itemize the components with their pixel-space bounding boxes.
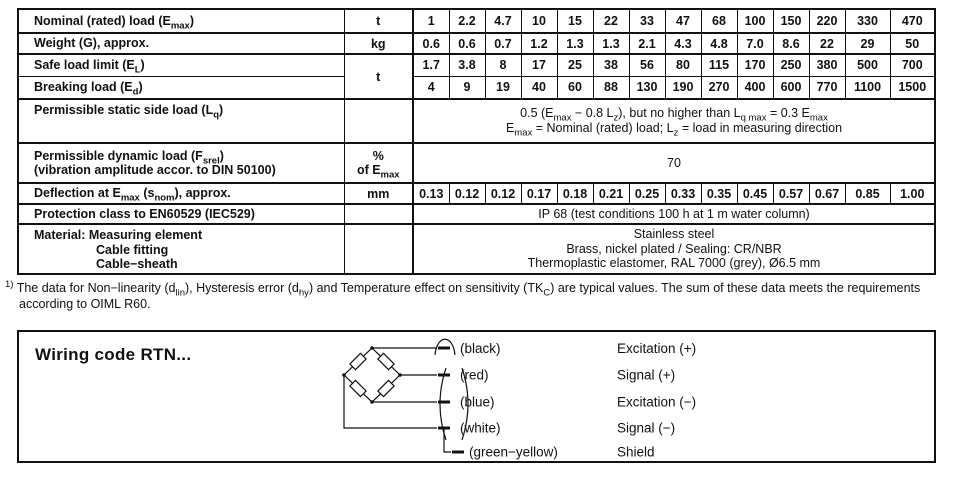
row-label bbox=[18, 224, 344, 274]
wire-color-label: (blue) bbox=[460, 394, 495, 410]
wheatstone-bridge-diagram bbox=[19, 332, 934, 461]
value-cell: 1.00 bbox=[890, 183, 935, 204]
value-cell: 29 bbox=[845, 33, 890, 54]
merged-value-cell bbox=[413, 204, 935, 224]
unit-cell: t bbox=[344, 9, 413, 33]
value-cell: 0.57 bbox=[773, 183, 809, 204]
table-row-breaking-load bbox=[18, 76, 935, 99]
strain-gauge-icon bbox=[378, 353, 394, 369]
value-cell: 56 bbox=[629, 54, 665, 76]
value-cell: 1500 bbox=[890, 76, 935, 99]
row-label-line: Permissible dynamic load $(F_{srel})$ bbox=[34, 148, 224, 166]
value-cell: 0.18 bbox=[557, 183, 593, 204]
value-cell: 2.2 bbox=[449, 9, 485, 33]
row-label: Permissible static side load $(L_q)$ bbox=[18, 99, 344, 143]
unit-line: % bbox=[372, 149, 384, 163]
wire-function-label: Signal (+) bbox=[617, 367, 676, 383]
merged-value-line: Stainless steel bbox=[633, 227, 715, 241]
value-cell: 19 bbox=[485, 76, 521, 99]
bridge-diamond bbox=[344, 348, 400, 402]
wire-function-label: Excitation (+) bbox=[617, 341, 697, 356]
wire-color-label: (green−yellow) bbox=[469, 444, 558, 460]
row-label: Protection class to EN60529 (IEC529) bbox=[18, 204, 344, 224]
row-label: Safe load limit $(E_L)$ bbox=[18, 54, 344, 76]
table-row-nominal-load bbox=[18, 9, 935, 33]
value-cell: 68 bbox=[701, 9, 737, 33]
bridge-node bbox=[370, 346, 374, 350]
value-cell: 0.13 bbox=[413, 183, 449, 204]
bridge-node bbox=[342, 373, 346, 377]
merged-value-line: 0.5 ($E_{max} - 0.8$ $L_z$), but no higher than $L_{q max} = 0.3$ $E_{max}$ bbox=[520, 106, 828, 124]
value-cell: 330 bbox=[845, 9, 890, 33]
wire-function-label: Excitation (−) bbox=[617, 394, 697, 410]
value-cell: 4.7 bbox=[485, 9, 521, 33]
value-cell: 4 bbox=[413, 76, 449, 99]
value-cell: 8 bbox=[485, 54, 521, 76]
value-cell: 0.25 bbox=[629, 183, 665, 204]
value-cell: 17 bbox=[521, 54, 557, 76]
bridge-node bbox=[370, 400, 374, 404]
table-row-deflection bbox=[18, 183, 935, 204]
row-label: Deflection at $E_{max}$ $(s_{nom})$, approx. bbox=[18, 183, 344, 204]
value-cell: 0.17 bbox=[521, 183, 557, 204]
unit-cell bbox=[344, 224, 413, 274]
bridge-node bbox=[398, 373, 402, 377]
unit-cell bbox=[344, 143, 413, 183]
value-cell: 33 bbox=[629, 9, 665, 33]
unit-cell bbox=[344, 204, 413, 224]
wire-color-label: (white) bbox=[460, 420, 501, 436]
value-cell: 0.35 bbox=[701, 183, 737, 204]
unit-cell: kg bbox=[344, 33, 413, 54]
value-cell: 1.3 bbox=[593, 33, 629, 54]
merged-value-line: IP 68 (test conditions 100 h at 1 m water column) bbox=[538, 206, 810, 221]
table-row-dynamic-load bbox=[18, 143, 935, 183]
value-cell: 400 bbox=[737, 76, 773, 99]
merged-value-cell bbox=[413, 143, 935, 183]
value-cell: 1 bbox=[413, 9, 449, 33]
table-row-static-side-load bbox=[18, 99, 935, 143]
table-row-safe-load-limit bbox=[18, 54, 935, 76]
row-label bbox=[18, 143, 344, 183]
value-cell: 0.12 bbox=[449, 183, 485, 204]
value-cell: 4.8 bbox=[701, 33, 737, 54]
row-label-line: Material: Measuring element bbox=[34, 228, 203, 242]
wiring-code-panel bbox=[17, 330, 936, 463]
wire-color-label: (red) bbox=[460, 367, 489, 383]
footnote-text: The data for Non−linearity $(d_{lin})$, Hysteresis error $(d_{hy})$ and Temperature effect on sensitivity $(TK_C)$ are typical values. The sum of these data meets the requirements according to OIML R60. bbox=[13, 281, 921, 311]
value-cell: 7.0 bbox=[737, 33, 773, 54]
value-cell: 8.6 bbox=[773, 33, 809, 54]
merged-value-line: $E_{max}$ = Nominal (rated) load; $L_z$ = load in measuring direction bbox=[505, 121, 843, 139]
value-cell: 190 bbox=[665, 76, 701, 99]
value-cell: 0.33 bbox=[665, 183, 701, 204]
value-cell: 220 bbox=[809, 9, 845, 33]
footnote-marker: 1) bbox=[5, 278, 14, 290]
value-cell: 1.2 bbox=[521, 33, 557, 54]
unit-cell bbox=[344, 99, 413, 143]
row-label: Breaking load $(E_d)$ bbox=[18, 76, 344, 99]
value-cell: 25 bbox=[557, 54, 593, 76]
value-cell: 0.85 bbox=[845, 183, 890, 204]
value-cell: 38 bbox=[593, 54, 629, 76]
value-cell: 100 bbox=[737, 9, 773, 33]
merged-value-cell bbox=[413, 224, 935, 274]
row-label-line: Cable−sheath bbox=[96, 257, 178, 271]
unit-cell: mm bbox=[344, 183, 413, 204]
row-label-line: Cable fitting bbox=[96, 242, 169, 257]
value-cell: 0.67 bbox=[809, 183, 845, 204]
value-cell: 0.45 bbox=[737, 183, 773, 204]
value-cell: 250 bbox=[773, 54, 809, 76]
wiring-title: Wiring code RTN... bbox=[35, 345, 192, 364]
value-cell: 1100 bbox=[845, 76, 890, 99]
value-cell: 0.6 bbox=[449, 33, 485, 54]
value-cell: 770 bbox=[809, 76, 845, 99]
value-cell: 2.1 bbox=[629, 33, 665, 54]
strain-gauge-icon bbox=[350, 380, 366, 396]
value-cell: 0.6 bbox=[413, 33, 449, 54]
unit-line: of $E_{max}$ bbox=[356, 163, 400, 181]
value-cell: 60 bbox=[557, 76, 593, 99]
value-cell: 270 bbox=[701, 76, 737, 99]
wire-function-label: Signal (−) bbox=[617, 420, 676, 436]
value-cell: 4.3 bbox=[665, 33, 701, 54]
merged-value-line: Thermoplastic elastomer, RAL 7000 (grey), Ø6.5 mm bbox=[527, 256, 821, 270]
value-cell: 1.7 bbox=[413, 54, 449, 76]
value-cell: 380 bbox=[809, 54, 845, 76]
value-cell: 22 bbox=[593, 9, 629, 33]
value-cell: 47 bbox=[665, 9, 701, 33]
value-cell: 150 bbox=[773, 9, 809, 33]
value-cell: 700 bbox=[890, 54, 935, 76]
value-cell: 0.7 bbox=[485, 33, 521, 54]
value-cell: 170 bbox=[737, 54, 773, 76]
wire-shield bbox=[444, 428, 451, 452]
value-cell: 600 bbox=[773, 76, 809, 99]
value-cell: 9 bbox=[449, 76, 485, 99]
value-cell: 500 bbox=[845, 54, 890, 76]
merged-value-cell bbox=[413, 99, 935, 143]
value-cell: 130 bbox=[629, 76, 665, 99]
table-row-material bbox=[18, 224, 935, 274]
unit-cell: t bbox=[344, 54, 413, 99]
table-row-weight bbox=[18, 33, 935, 54]
value-cell: 115 bbox=[701, 54, 737, 76]
merged-value-line: 70 bbox=[667, 155, 681, 170]
row-label: Weight (G), approx. bbox=[18, 33, 344, 54]
wire-function-label: Shield bbox=[617, 444, 655, 460]
footnote-1 bbox=[5, 278, 943, 312]
value-cell: 3.8 bbox=[449, 54, 485, 76]
value-cell: 40 bbox=[521, 76, 557, 99]
value-cell: 22 bbox=[809, 33, 845, 54]
value-cell: 0.21 bbox=[593, 183, 629, 204]
table-row-protection-class bbox=[18, 204, 935, 224]
value-cell: 50 bbox=[890, 33, 935, 54]
value-cell: 1.3 bbox=[557, 33, 593, 54]
merged-value-line: Brass, nickel plated / Sealing: CR/NBR bbox=[566, 241, 782, 256]
value-cell: 80 bbox=[665, 54, 701, 76]
value-cell: 0.12 bbox=[485, 183, 521, 204]
value-cell: 88 bbox=[593, 76, 629, 99]
strain-gauge-icon bbox=[378, 380, 394, 396]
value-cell: 15 bbox=[557, 9, 593, 33]
wire-color-label: (black) bbox=[460, 341, 501, 356]
strain-gauge-icon bbox=[350, 353, 366, 369]
row-label: Nominal (rated) load $(E_{max})$ bbox=[18, 9, 344, 33]
value-cell: 470 bbox=[890, 9, 935, 33]
value-cell: 10 bbox=[521, 9, 557, 33]
spec-table bbox=[17, 8, 936, 275]
row-label-line: (vibration amplitude accor. to DIN 50100) bbox=[34, 163, 276, 177]
